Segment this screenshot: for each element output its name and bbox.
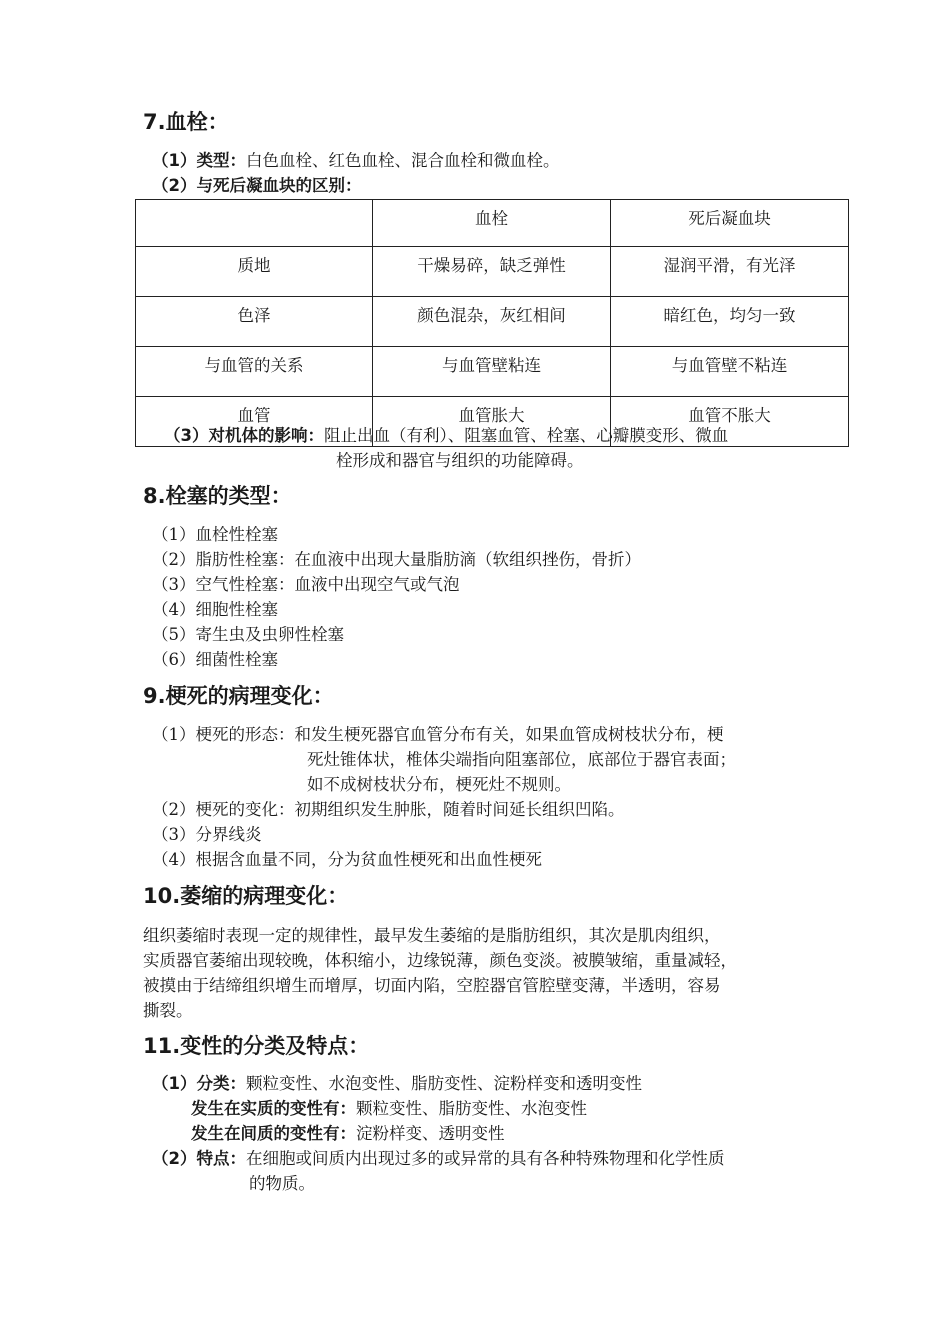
s11-feature-line: [152, 1148, 724, 1170]
list-item: （4）细胞性栓塞: [152, 600, 278, 619]
s11-interstitial-label: 发生在间质的变性有：: [191, 1124, 356, 1143]
s9-line-2: （2）梗死的变化：初期组织发生肿胀，随着时间延长组织凹陷。: [152, 800, 625, 819]
s9-line-3: （3）分界线炎: [152, 825, 262, 844]
table-header-cell: 死后凝血块: [611, 200, 849, 247]
s10-paragraph-line: 实质器官萎缩出现较晚，体积缩小，边缘锐薄，颜色变淡。被膜皱缩，重量减轻，: [143, 951, 737, 970]
s11-class-text: 颗粒变性、水泡变性、脂肪变性、淀粉样变和透明变性: [245, 1074, 642, 1093]
s11-parenchyma-text: 颗粒变性、脂肪变性、水泡变性: [356, 1099, 587, 1118]
section-8-title: 8.栓塞的类型：: [143, 484, 292, 508]
s11-parenchyma-label: 发生在实质的变性有：: [191, 1099, 356, 1118]
s7-effect-text-2: 栓形成和器官与组织的功能障碍。: [336, 451, 584, 470]
s7-diff-label: （2）与死后凝血块的区别：: [152, 176, 362, 195]
list-item: （5）寄生虫及虫卵性栓塞: [152, 625, 344, 644]
table-row: [136, 347, 849, 397]
table-cell: 血管胀大: [373, 397, 611, 447]
s11-parenchyma-line: [191, 1098, 587, 1120]
s11-class-label: （1）分类：: [152, 1074, 246, 1093]
section-7-title: 7.血栓：: [143, 110, 229, 134]
table-cell: 血管: [136, 397, 373, 447]
s7-effect-line: [164, 425, 728, 447]
thrombus-comparison-table: [135, 199, 849, 447]
table-cell: 湿润平滑，有光泽: [611, 247, 849, 297]
table-header-cell: [136, 200, 373, 247]
table-header-row: [136, 200, 849, 247]
list-item: （2）脂肪性栓塞：在血液中出现大量脂肪滴（软组织挫伤，骨折）: [152, 550, 641, 569]
table-cell: 质地: [136, 247, 373, 297]
s9-line-4: （4）根据含血量不同，分为贫血性梗死和出血性梗死: [152, 850, 542, 869]
s10-paragraph-line: 撕裂。: [143, 1001, 193, 1020]
table-cell: 血管不胀大: [611, 397, 849, 447]
s7-type-line: [152, 150, 559, 172]
table-cell: 与血管壁不粘连: [611, 347, 849, 397]
table-cell: 颜色混杂，灰红相间: [373, 297, 611, 347]
s11-feature-text-2: 的物质。: [249, 1174, 315, 1193]
section-9-title: 9.梗死的病理变化：: [143, 684, 334, 708]
list-item: （1）血栓性栓塞: [152, 525, 278, 544]
table-cell: 暗红色，均匀一致: [611, 297, 849, 347]
s11-interstitial-text: 淀粉样变、透明变性: [356, 1124, 505, 1143]
s11-feature-text: 在细胞或间质内出现过多的或异常的具有各种特殊物理和化学性质: [245, 1149, 725, 1168]
section-11-title: 11.变性的分类及特点：: [143, 1034, 370, 1058]
s9-line-1c: 如不成树枝状分布，梗死灶不规则。: [307, 775, 571, 794]
table-cell: 与血管的关系: [136, 347, 373, 397]
table-cell: 与血管壁粘连: [373, 347, 611, 397]
table-row: [136, 247, 849, 297]
s10-paragraph-line: 组织萎缩时表现一定的规律性，最早发生萎缩的是脂肪组织，其次是肌肉组织，: [143, 926, 721, 945]
s9-line-1a: （1）梗死的形态：和发生梗死器官血管分布有关，如果血管成树枝状分布，梗: [152, 725, 724, 744]
s7-type-text: 白色血栓、红色血栓、混合血栓和微血栓。: [245, 151, 560, 170]
list-item: （3）空气性栓塞：血液中出现空气或气泡: [152, 575, 460, 594]
s7-effect-text: 阻止出血（有利）、阻塞血管、栓塞、心瓣膜变形、微血: [323, 426, 729, 445]
s11-interstitial-line: [191, 1123, 505, 1145]
table-cell: 色泽: [136, 297, 373, 347]
s7-effect-label: （3）对机体的影响：: [164, 426, 324, 445]
table-header-cell: 血栓: [373, 200, 611, 247]
s7-type-label: （1）类型：: [152, 151, 246, 170]
section-10-title: 10.萎缩的病理变化：: [143, 884, 349, 908]
s9-line-1b: 死灶锥体状，椎体尖端指向阻塞部位，底部位于器官表面；: [307, 750, 736, 769]
list-item: （6）细菌性栓塞: [152, 650, 278, 669]
table-row: [136, 297, 849, 347]
table-cell: 干燥易碎，缺乏弹性: [373, 247, 611, 297]
s10-paragraph-line: 被摸由于结缔组织增生而增厚，切面内陷，空腔器官管腔壁变薄，半透明，容易: [143, 976, 721, 995]
s11-feature-label: （2）特点：: [152, 1149, 246, 1168]
s11-class-line: [152, 1073, 642, 1095]
